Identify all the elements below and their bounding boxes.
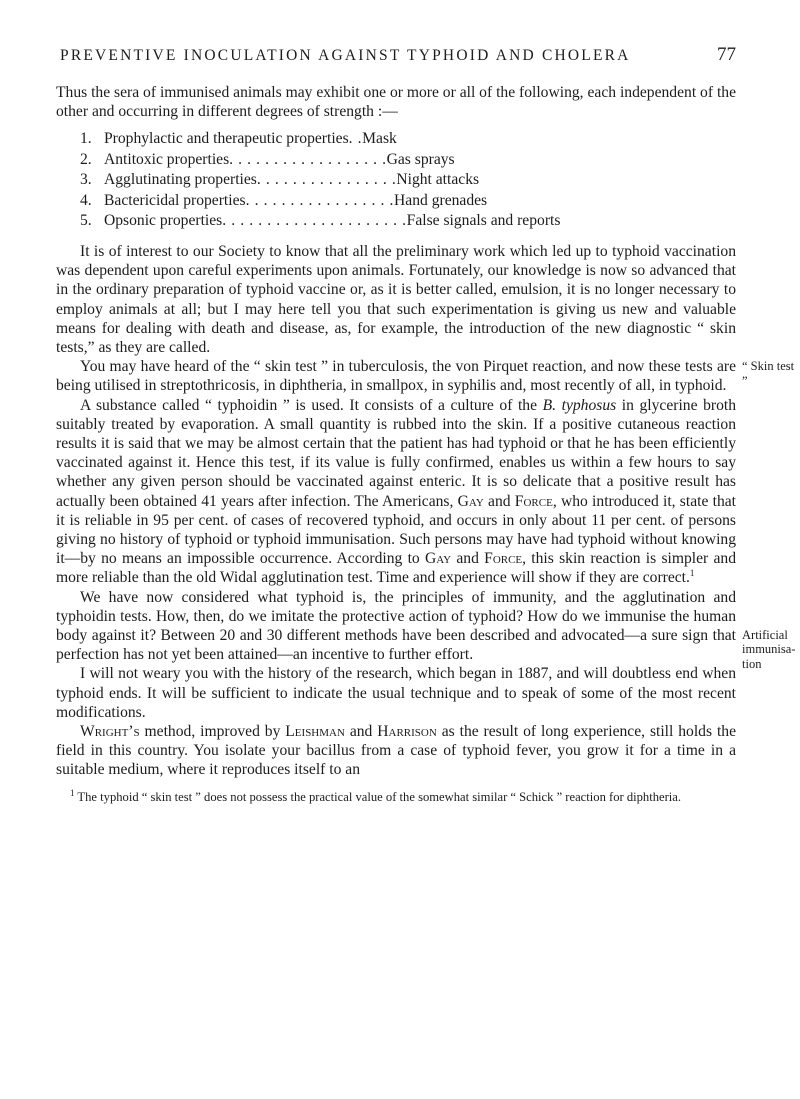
list-item	[80, 151, 736, 172]
list-property: Opsonic properties	[104, 212, 223, 230]
paragraph-skin-test: You may have heard of the “ skin test ” in tuberculosis, the von Pirquet reaction, and now these tests are being utilised in streptothricosis, in diphtheria, in smallpox, in syphilis and, most recently of all, in typhoid.	[56, 358, 736, 395]
footnote-text: The typhoid “ skin test ” does not possess the practical value of the somewhat similar “ Schick ” reaction for diphtheria.	[74, 789, 682, 804]
text-run: and	[483, 492, 515, 510]
list-item	[80, 212, 736, 233]
page-number: 77	[717, 44, 736, 65]
list-number: 1.	[80, 130, 92, 148]
list-item	[80, 171, 736, 192]
list-number: 5.	[80, 212, 92, 230]
text-run: in glycerine broth suitably treated by evaporation. A small quantity is rubbed into the skin. If a positive cutaneous reaction results it is said that we may be almost certain that the patient has had typhoid or that he has been efficiently vaccinated against it. Hence this test, if its value is fully confirmed, enables us within a few hours to say whether any given person should be vaccinated against enteric. It is so delicate that a positive result has actually been obtained 41 years after infection. The Americans,	[56, 396, 736, 510]
paragraph-history: I will not weary you with the history of the research, which began in 1887, and will doubtless end when typhoid ends. It will be sufficient to indicate the usual technique and to speak of some of the most recent modifications.	[56, 665, 736, 721]
text-run: method, improved by	[139, 722, 286, 740]
paragraph-wright-method	[56, 722, 736, 780]
list-military-analogue: False signals and reports	[406, 212, 561, 230]
author-name: Leishman	[285, 722, 345, 740]
list-property: Prophylactic and therapeutic properties	[104, 130, 349, 148]
paragraph-typhoidin	[56, 396, 736, 588]
list-military-analogue: Mask	[362, 130, 397, 148]
list-number: 4.	[80, 191, 92, 209]
book-page	[56, 44, 796, 804]
list-property: Antitoxic properties	[104, 150, 230, 168]
text-run: as the result of long experience, still holds the field in this country. You isolate your bacillus from a case of typhoid fever, you grow it for a time in a suitable medium, where it reproduces itself to an	[56, 722, 736, 779]
leader-dots: . . . . . . . . . . . . . . . . . . . . .	[222, 212, 407, 230]
author-name: Gay	[424, 550, 452, 568]
margin-note-skin-test: “ Skin test ”	[742, 359, 795, 388]
margin-note-artificial-immunisation: Artificial immunisa-tion	[742, 627, 796, 671]
leader-dots: . .	[348, 130, 363, 148]
footnote	[56, 787, 736, 804]
text-run: and	[451, 550, 485, 568]
species-name: B. typhosus	[542, 396, 617, 414]
text-run: , this skin reaction is simpler and more reliable than the old Widal agglutination test. Time and experience will show if they are correct.	[56, 550, 737, 587]
paragraph-animal-experiments: It is of interest to our Society to know that all the preliminary work which led up to typhoid vaccination was dependent upon careful experiments upon animals. Fortunately, our knowledge is now so advanced that in the ordinary preparation of typhoid vaccine or, as it is better called, emulsion, it is no longer necessary to employ animals at all; but I may here tell you that such experimentation is giving us new and valuable means for dealing with death and disease, as, for example, the introduction of the new diagnostic “ skin tests,” as they are called.	[56, 242, 736, 356]
text-run: , who introduced it, state that it is reliable in 95 per cent. of cases of recovered typhoid, and occurs in only about 11 per cent. of persons giving no history of typhoid or typhoid immunisation. Such persons may have had typhoid without knowing it—by no means an impossible occurrence. According to	[56, 492, 737, 568]
author-name: Force	[514, 492, 553, 510]
list-property: Bactericidal properties	[104, 191, 246, 209]
list-military-analogue: Night attacks	[396, 171, 480, 189]
list-military-analogue: Hand grenades	[394, 191, 488, 209]
paragraph-protective-action: We have now considered what typhoid is, the principles of immunity, and the agglutination and typhoidin tests. How, then, do we imitate the protective action of typhoid? How do we immunise the human body against it? Between 20 and 30 different methods have been described and advocated—a sure sign that perfection has not yet been attained—an incentive to further effort.	[56, 588, 736, 664]
footnote-marker: 1	[70, 787, 75, 798]
leader-dots: . . . . . . . . . . . . . . . . . .	[229, 150, 387, 168]
leader-dots: . . . . . . . . . . . . . . . . .	[245, 191, 395, 209]
footnote-reference: 1	[689, 568, 695, 579]
list-number: 3.	[80, 171, 92, 189]
list-number: 2.	[80, 150, 92, 168]
author-name: Gay	[457, 492, 484, 510]
text-run: and	[344, 722, 378, 740]
intro-paragraph: Thus the sera of immunised animals may exhibit one or more or all of the following, each independent of the other and occurring in different degrees of strength :—	[56, 84, 736, 121]
body-text	[56, 242, 796, 780]
artificial-immunisation-section	[56, 588, 796, 671]
list-item	[80, 192, 736, 213]
text-run: A substance called “ typhoidin ” is used. It consists of a culture of the	[80, 396, 543, 414]
author-name: Force	[484, 550, 523, 568]
author-name: Harrison	[377, 722, 437, 740]
skin-test-section	[56, 357, 795, 395]
author-name: Wright’s	[80, 722, 140, 740]
running-header	[60, 44, 736, 68]
properties-list	[56, 130, 736, 233]
leader-dots: . . . . . . . . . . . . . . . .	[256, 171, 397, 189]
list-property: Agglutinating properties	[104, 171, 257, 189]
running-title: PREVENTIVE INOCULATION AGAINST TYPHOID AND CHOLERA	[60, 47, 631, 64]
list-military-analogue: Gas sprays	[386, 150, 455, 168]
list-item	[80, 130, 736, 151]
